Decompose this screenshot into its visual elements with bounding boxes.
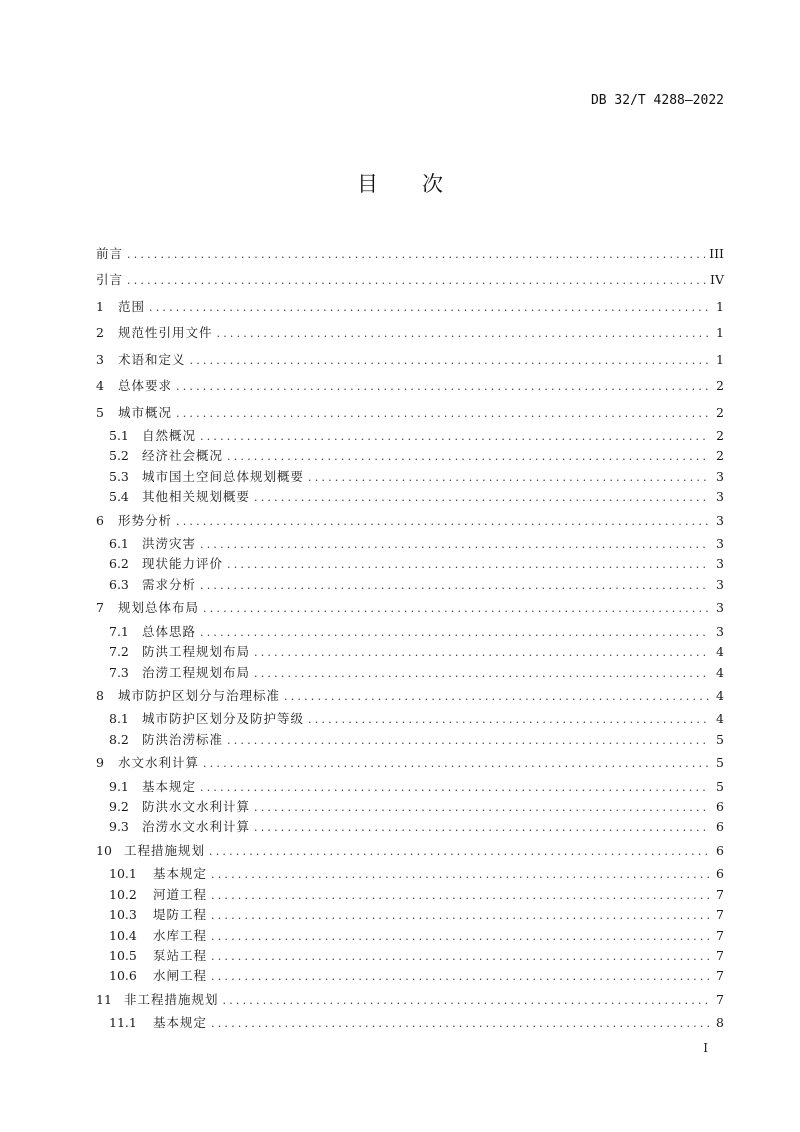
toc-section-number: 7.3	[109, 664, 129, 680]
toc-page-number: 7	[716, 991, 724, 1007]
toc-subentry[interactable]	[96, 467, 724, 487]
toc-section-number: 6	[96, 512, 104, 528]
table-of-contents	[96, 241, 724, 1034]
toc-leader-dots	[190, 348, 710, 374]
toc-entry[interactable]	[96, 373, 724, 400]
toc-leader-dots	[254, 643, 710, 663]
toc-page-number: 7	[716, 886, 724, 902]
toc-page-number: 2	[716, 378, 724, 393]
toc-subentry[interactable]	[96, 642, 724, 662]
toc-section-number: 7.2	[109, 644, 129, 660]
toc-entry[interactable]	[96, 320, 724, 347]
toc-leader-dots	[203, 596, 710, 622]
toc-page-number: 5	[716, 778, 724, 794]
toc-leader-dots	[200, 535, 710, 555]
toc-section-title: 水闸工程	[153, 968, 208, 984]
title-char-2: 次	[422, 172, 443, 196]
toc-section-number: 5.2	[109, 448, 129, 464]
toc-entry[interactable]	[96, 241, 724, 267]
toc-page-number: 7	[716, 907, 724, 923]
toc-section-title: 工程措施规划	[124, 842, 206, 858]
toc-page-number: 6	[716, 819, 724, 835]
toc-subentry[interactable]	[96, 730, 724, 750]
toc-section-title: 城市概况	[118, 404, 173, 420]
toc-subentry[interactable]	[96, 487, 724, 507]
toc-section-title: 水库工程	[153, 927, 208, 943]
toc-subentry[interactable]	[96, 797, 724, 817]
toc-subentry[interactable]	[96, 663, 724, 683]
toc-section-number: 6.2	[109, 556, 129, 572]
toc-leader-dots	[127, 242, 705, 268]
toc-leader-dots	[176, 374, 710, 400]
toc-section-number: 11	[96, 991, 112, 1007]
toc-section-number: 7.1	[109, 623, 129, 639]
toc-page-number: 8	[716, 1015, 724, 1031]
toc-entry[interactable]	[96, 267, 724, 294]
toc-leader-dots	[209, 839, 710, 865]
toc-leader-dots	[254, 818, 710, 838]
toc-entry[interactable]	[96, 838, 724, 865]
toc-subentry[interactable]	[96, 554, 724, 574]
toc-section-title: 总体思路	[142, 623, 197, 639]
toc-section-title: 范围	[118, 298, 146, 314]
toc-section-number: 9	[96, 755, 104, 771]
toc-page-number: 7	[716, 947, 724, 963]
toc-section-number: 10.3	[109, 907, 137, 923]
toc-section-number: 9.1	[109, 778, 129, 794]
toc-leader-dots	[200, 623, 710, 643]
toc-section-title: 泵站工程	[153, 947, 208, 963]
toc-section-number: 11.1	[109, 1015, 137, 1031]
toc-subentry[interactable]	[96, 966, 724, 986]
toc-leader-dots	[176, 401, 710, 427]
toc-section-number: 1	[96, 298, 104, 314]
toc-section-number: 8.2	[109, 731, 129, 747]
toc-entry[interactable]	[96, 347, 724, 374]
toc-section-number: 2	[96, 325, 104, 340]
toc-section-number: 6.3	[109, 576, 129, 592]
toc-page-number: 6	[716, 799, 724, 815]
toc-page-number: 4	[716, 664, 724, 680]
toc-subentry[interactable]	[96, 864, 724, 884]
toc-page-number: 6	[716, 866, 724, 882]
toc-subentry[interactable]	[96, 777, 724, 797]
toc-subentry[interactable]	[96, 817, 724, 837]
toc-section-number: 10.4	[109, 927, 137, 943]
toc-section-number: 5.4	[109, 489, 129, 505]
toc-leader-dots	[211, 865, 710, 885]
toc-section-title: 城市国土空间总体规划概要	[142, 468, 305, 484]
toc-page-number: III	[709, 246, 724, 261]
toc-page-number: 3	[716, 556, 724, 572]
toc-section-number: 10.1	[109, 866, 137, 882]
toc-page-number: 3	[716, 623, 724, 639]
toc-subentry[interactable]	[96, 885, 724, 905]
toc-section-number: 10.6	[109, 968, 137, 984]
toc-leader-dots	[211, 886, 710, 906]
toc-leader-dots	[254, 798, 710, 818]
toc-entry[interactable]	[96, 400, 724, 427]
toc-section-number: 5.3	[109, 468, 129, 484]
toc-page-number: 5	[716, 755, 724, 771]
footer-page-number: I	[703, 1041, 708, 1055]
toc-section-title: 术语和定义	[118, 351, 186, 367]
toc-subentry[interactable]	[96, 622, 724, 642]
toc-section-number: 8	[96, 687, 104, 703]
toc-section-number: 10.5	[109, 947, 137, 963]
toc-leader-dots	[211, 947, 710, 967]
toc-section-title: 治涝工程规划布局	[142, 664, 251, 680]
toc-page-number: 3	[716, 600, 724, 616]
toc-section-title: 洪涝灾害	[142, 536, 197, 552]
toc-section-number: 10.2	[109, 886, 137, 902]
toc-leader-dots	[211, 967, 710, 987]
toc-page-number: 2	[716, 404, 724, 420]
toc-section-title: 防洪治涝标准	[142, 731, 224, 747]
toc-entry[interactable]	[96, 987, 724, 1014]
toc-entry[interactable]	[96, 595, 724, 622]
toc-leader-dots	[200, 576, 710, 596]
toc-leader-dots	[227, 447, 710, 467]
toc-page-number: 5	[716, 731, 724, 747]
toc-section-title: 规划总体布局	[118, 600, 200, 616]
toc-page-number: 6	[716, 842, 724, 858]
toc-page-number: 1	[716, 325, 724, 340]
toc-leader-dots	[217, 321, 710, 347]
toc-page-number: 3	[716, 512, 724, 528]
toc-page-number: 3	[716, 576, 724, 592]
toc-section-title: 自然概况	[142, 428, 197, 443]
toc-subentry[interactable]	[96, 709, 724, 729]
toc-section-number: 5.1	[109, 428, 129, 443]
toc-section-number: 6.1	[109, 536, 129, 552]
toc-leader-dots	[308, 710, 710, 730]
toc-section-title: 河道工程	[153, 886, 208, 902]
toc-page-number: 7	[716, 927, 724, 943]
toc-section-number: 9.2	[109, 799, 129, 815]
toc-subentry[interactable]	[96, 1013, 724, 1033]
toc-entry[interactable]	[96, 750, 724, 777]
toc-leader-dots	[200, 778, 710, 798]
toc-section-title: 现状能力评价	[142, 556, 224, 572]
toc-section-title: 经济社会概况	[142, 448, 224, 464]
toc-section-number: 8.1	[109, 711, 129, 727]
toc-leader-dots	[211, 1014, 710, 1034]
toc-section-title: 城市防护区划分及防护等级	[142, 711, 305, 727]
document-code: DB 32/T 4288—2022	[590, 93, 724, 108]
toc-page-number: 3	[716, 536, 724, 552]
toc-section-number: 3	[96, 351, 104, 367]
toc-entry[interactable]	[96, 294, 724, 321]
toc-leader-dots	[308, 468, 710, 488]
toc-subentry[interactable]	[96, 926, 724, 946]
toc-page-number: 4	[716, 687, 724, 703]
toc-leader-dots	[200, 427, 710, 447]
toc-section-title: 基本规定	[142, 778, 197, 794]
toc-section-title: 基本规定	[153, 1015, 208, 1031]
toc-section-number: 9.3	[109, 819, 129, 835]
toc-section-number: 7	[96, 600, 104, 616]
toc-subentry[interactable]	[96, 534, 724, 554]
toc-section-number: 5	[96, 404, 104, 420]
toc-leader-dots	[227, 555, 710, 575]
toc-section-title: 城市防护区划分与治理标准	[118, 687, 281, 703]
toc-leader-dots	[203, 751, 710, 777]
toc-section-title: 需求分析	[142, 576, 197, 592]
toc-leader-dots	[254, 488, 710, 508]
toc-leader-dots	[176, 509, 710, 535]
toc-page-number: 3	[716, 489, 724, 505]
toc-section-number: 10	[96, 842, 112, 858]
toc-leader-dots	[211, 906, 710, 926]
toc-page-number: 7	[716, 968, 724, 984]
toc-section-title: 规范性引用文件	[118, 325, 213, 340]
toc-entry[interactable]	[96, 683, 724, 710]
page-title	[0, 168, 800, 198]
toc-subentry[interactable]	[96, 575, 724, 595]
toc-leader-dots	[254, 664, 710, 684]
toc-section-title: 防洪工程规划布局	[142, 644, 251, 660]
toc-leader-dots	[127, 268, 706, 294]
toc-section-title: 非工程措施规划	[124, 991, 219, 1007]
toc-leader-dots	[149, 295, 710, 321]
title-char-1: 目	[357, 172, 378, 196]
toc-section-title: 治涝水文水利计算	[142, 819, 251, 835]
toc-leader-dots	[284, 684, 710, 710]
toc-section-title: 总体要求	[118, 378, 173, 393]
toc-section-title: 基本规定	[153, 866, 208, 882]
toc-section-number: 4	[96, 378, 104, 393]
toc-section-title: 其他相关规划概要	[142, 489, 251, 505]
toc-leader-dots	[227, 731, 710, 751]
toc-page-number: 3	[716, 468, 724, 484]
toc-page-number: 2	[716, 448, 724, 464]
toc-page-number: 1	[716, 298, 724, 314]
toc-subentry[interactable]	[96, 446, 724, 466]
toc-page-number: 4	[716, 711, 724, 727]
toc-section-title: 水文水利计算	[118, 755, 200, 771]
toc-subentry[interactable]	[96, 426, 724, 446]
toc-page-number: 2	[716, 428, 724, 443]
toc-section-title: 前言	[96, 246, 124, 261]
toc-section-title: 防洪水文水利计算	[142, 799, 251, 815]
toc-section-title: 形势分析	[118, 512, 173, 528]
toc-page-number: 4	[716, 644, 724, 660]
toc-page-number: IV	[710, 272, 724, 287]
toc-section-title: 引言	[96, 272, 124, 287]
toc-section-title: 堤防工程	[153, 907, 208, 923]
toc-entry[interactable]	[96, 508, 724, 535]
toc-page-number: 1	[716, 351, 724, 367]
toc-leader-dots	[211, 927, 710, 947]
toc-leader-dots	[223, 988, 710, 1014]
toc-subentry[interactable]	[96, 905, 724, 925]
toc-subentry[interactable]	[96, 946, 724, 966]
